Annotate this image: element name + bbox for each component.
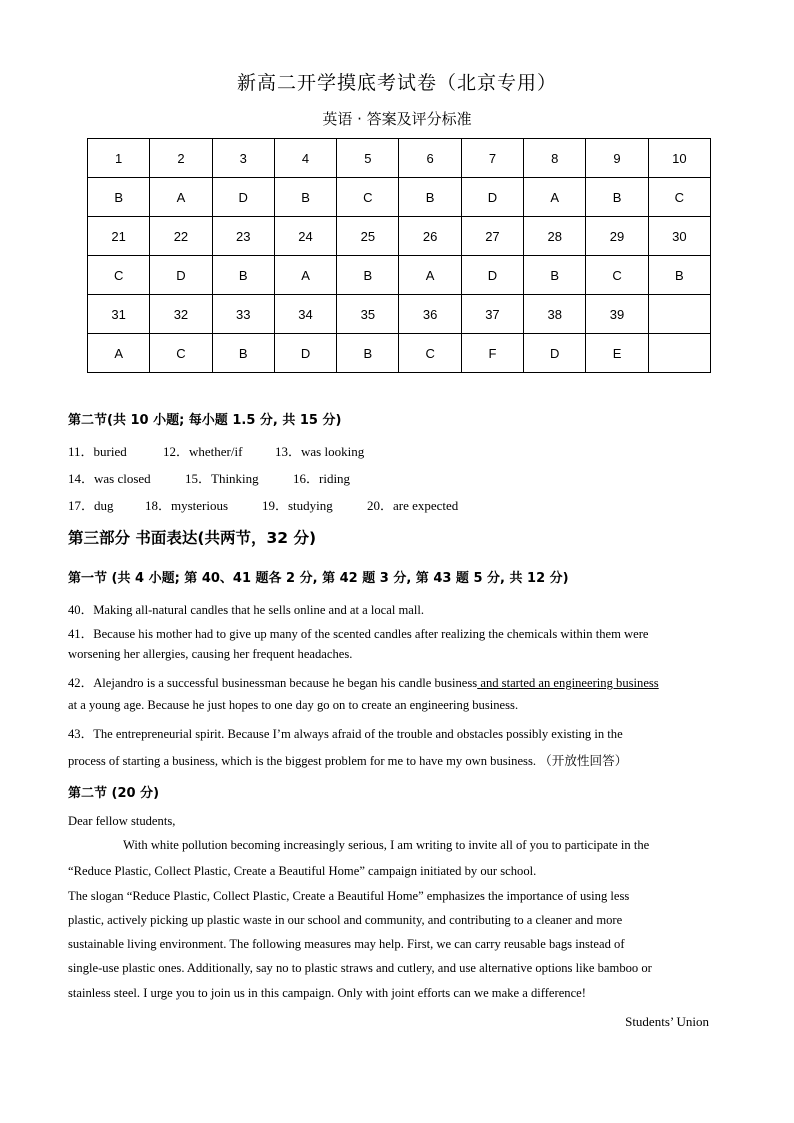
answer-table-cell: C (586, 256, 648, 295)
answer-table-row (88, 217, 711, 256)
answer-17: 17．dug (68, 498, 114, 513)
answer-table-cell: D (461, 256, 523, 295)
answer-table-cell: A (88, 334, 150, 373)
answer-table-cell: 21 (88, 217, 150, 256)
answer-table-cell: 10 (648, 139, 710, 178)
answer-42-text: 42．Alejandro is a successful businessman because he began his candle business (68, 676, 478, 690)
essay-p2-line5: stainless steel. I urge you to join us in this campaign. Only with joint efforts can we make a difference! (68, 986, 586, 1000)
answer-table-cell: 37 (461, 295, 523, 334)
answer-20: 20．are expected (367, 498, 459, 513)
answer-table-row (88, 334, 711, 373)
answer-table-cell: 23 (212, 217, 274, 256)
answer-table-cell: 27 (461, 217, 523, 256)
answer-table-cell: B (399, 178, 461, 217)
answer-table-cell: 24 (274, 217, 336, 256)
answer-table-cell: A (524, 178, 586, 217)
answer-table-row (88, 178, 711, 217)
section-two-heading: 第二节(共 10 小题; 每小题 1.5 分, 共 15 分) (68, 413, 342, 428)
answer-table-cell: 34 (274, 295, 336, 334)
answer-14: 14．was closed (68, 471, 151, 486)
answer-table-cell: 8 (524, 139, 586, 178)
answer-table-cell: C (150, 334, 212, 373)
answer-table-cell: 28 (524, 217, 586, 256)
answer-table-cell: B (524, 256, 586, 295)
essay-p2-line1: The slogan “Reduce Plastic, Collect Plastic, Create a Beautiful Home” emphasizes the importance of using less (68, 889, 630, 903)
answer-table-cell: D (212, 178, 274, 217)
answer-table-cell: A (274, 256, 336, 295)
answer-table-cell: 4 (274, 139, 336, 178)
answer-19: 19．studying (262, 498, 333, 513)
answer-table-cell: 9 (586, 139, 648, 178)
part-three-section-two-heading: 第二节 (20 分) (68, 786, 160, 801)
answer-table-cell: 29 (586, 217, 648, 256)
answer-table-row (88, 256, 711, 295)
answer-table-cell: 38 (524, 295, 586, 334)
answer-table-cell: C (337, 178, 399, 217)
answer-table-cell: 2 (150, 139, 212, 178)
answer-15: 15．Thinking (185, 471, 259, 486)
answer-table-cell: C (648, 178, 710, 217)
essay-p2-line4: single-use plastic ones. Additionally, say no to plastic straws and cutlery, and use alternative options like bamboo or (68, 961, 652, 975)
answer-table-cell: 33 (212, 295, 274, 334)
answer-row-14-16 (68, 468, 350, 487)
answer-table-cell: 31 (88, 295, 150, 334)
answer-table-cell: 26 (399, 217, 461, 256)
answer-43-line1: 43．The entrepreneurial spirit. Because I’m always afraid of the trouble and obstacles possibly existing in the (68, 727, 623, 741)
answer-table-cell: D (524, 334, 586, 373)
answer-table-body (88, 139, 711, 373)
essay-signature: Students’ Union (625, 1014, 709, 1029)
essay-p1-line2: “Reduce Plastic, Collect Plastic, Create a Beautiful Home” campaign initiated by our school. (68, 864, 537, 878)
answer-table-cell (648, 334, 710, 373)
answer-row-17-20 (68, 495, 458, 514)
page-subtitle: 英语 · 答案及评分标准 (322, 110, 472, 128)
answer-table-cell: B (648, 256, 710, 295)
answer-table-cell: A (399, 256, 461, 295)
answer-table-cell: D (461, 178, 523, 217)
answer-table-cell (648, 295, 710, 334)
part-three-section-one-heading: 第一节 (共 4 小题; 第 40、41 题各 2 分, 第 42 题 3 分, 第 43 题 5 分, 共 12 分) (68, 571, 569, 586)
answer-table-cell: B (337, 334, 399, 373)
answer-12: 12．whether/if (163, 444, 243, 459)
answer-40: 40．Making all-natural candles that he sells online and at a local mall. (68, 603, 425, 617)
answer-table-cell: B (212, 256, 274, 295)
answer-table-cell: 7 (461, 139, 523, 178)
answer-table-cell: E (586, 334, 648, 373)
answer-18: 18．mysterious (145, 498, 229, 513)
answer-table-cell: 3 (212, 139, 274, 178)
part-three-heading: 第三部分 书面表达(共两节，32 分) (68, 529, 317, 547)
answer-table-row (88, 139, 711, 178)
answer-42-line2: at a young age. Because he just hopes to one day go on to create an engineering business. (68, 698, 519, 712)
answer-41-line1: 41．Because his mother had to give up many of the scented candles after realizing the chemicals within them were (68, 627, 649, 641)
answer-table-cell: B (88, 178, 150, 217)
answer-13: 13．was looking (275, 444, 365, 459)
answer-table-cell: 36 (399, 295, 461, 334)
answer-table-cell: 32 (150, 295, 212, 334)
answer-table-cell: C (399, 334, 461, 373)
answer-table-cell: 30 (648, 217, 710, 256)
answer-table (87, 138, 711, 373)
answer-table-cell: F (461, 334, 523, 373)
answer-table-cell: B (274, 178, 336, 217)
essay-p1-line1: With white pollution becoming increasingly serious, I am writing to invite all of you to participate in the (123, 838, 650, 852)
answer-table-cell: 25 (337, 217, 399, 256)
answer-43-line2: process of starting a business, which is the biggest problem for me to have my own business. （开放性回答） (68, 754, 628, 768)
answer-table-cell: 35 (337, 295, 399, 334)
answer-42-underlined: and started an engineering business (477, 676, 659, 690)
answer-table-cell: 6 (399, 139, 461, 178)
page-title: 新高二开学摸底考试卷（北京专用） (236, 72, 557, 94)
answer-table-row (88, 295, 711, 334)
answer-41-line2: worsening her allergies, causing her frequent headaches. (68, 647, 353, 661)
answer-table-cell: 5 (337, 139, 399, 178)
answer-table-cell: B (586, 178, 648, 217)
answer-table-cell: 39 (586, 295, 648, 334)
answer-table-cell: B (212, 334, 274, 373)
answer-table-cell: A (150, 178, 212, 217)
answer-16: 16．riding (293, 471, 351, 486)
essay-p2-line3: sustainable living environment. The following measures may help. First, we can carry reusable bags instead of (68, 937, 625, 951)
essay-greeting: Dear fellow students, (68, 814, 176, 828)
answer-table-cell: C (88, 256, 150, 295)
answer-42-line1 (68, 672, 659, 691)
answer-table-cell: 1 (88, 139, 150, 178)
answer-row-11-13 (68, 441, 364, 460)
answer-table-cell: D (150, 256, 212, 295)
answer-11: 11．buried (68, 444, 127, 459)
answer-table-cell: 22 (150, 217, 212, 256)
answer-table-cell: D (274, 334, 336, 373)
essay-p2-line2: plastic, actively picking up plastic waste in our school and community, and contributing to a cleaner and more (68, 913, 623, 927)
answer-table-cell: B (337, 256, 399, 295)
